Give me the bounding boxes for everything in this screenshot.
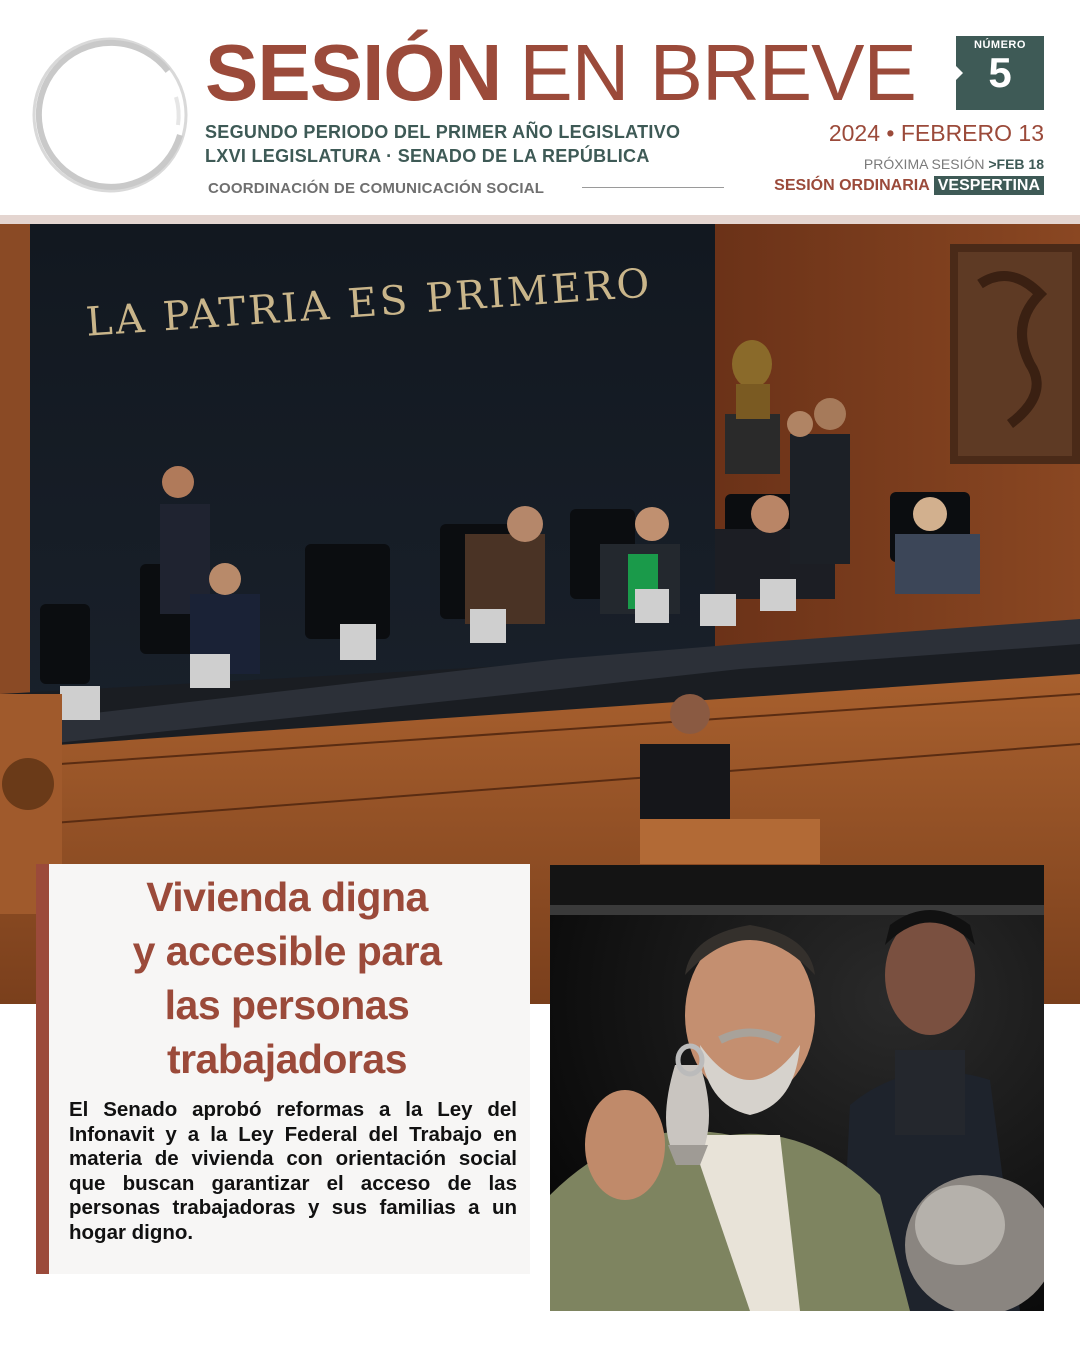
next-session-date: >FEB 18 [988,156,1044,172]
subtitle-legislature: LXVI LEGISLATURA · SENADO DE LA REPÚBLICA [205,146,650,166]
issue-number-value: 5 [988,49,1012,96]
session-date: 2024 • FEBRERO 13 [828,120,1044,146]
subtitle-period: SEGUNDO PERIODO DEL PRIMER AÑO LEGISLATIVO [205,122,681,142]
article-headline [68,870,506,1086]
coordination-label: COORDINACIÓN DE COMUNICACIÓN SOCIAL [208,180,545,197]
article-body: El Senado aprobó reformas a la Ley del Infonavit y a la Ley Federal del Trabajo en materia de vivienda con orientación social que buscan garantizar el acceso de las personas trabajadoras y sus familias a un hogar digno. [69,1098,517,1244]
issue-number-label: NÚMERO [974,39,1026,51]
headline-line: Vivienda digna [146,874,428,920]
notch-shape [956,66,963,80]
session-time-badge: VESPERTINA [934,176,1044,195]
session-type [774,177,1044,195]
next-session-label: PRÓXIMA SESIÓN [863,156,985,172]
header [0,0,1080,215]
article-card [36,864,530,1274]
issue-number-badge [956,36,1044,110]
title-bold: SESIÓN [205,28,502,117]
wall-inscription: LA PATRIA ES PRIMERO [84,260,654,346]
title-light: EN BREVE [519,28,916,117]
senate-logo-ring [30,35,190,195]
page-title [205,28,916,118]
headline-line: las personas [164,982,410,1028]
senator-illustration [550,865,1044,1311]
headline-line: trabajadoras [166,1036,408,1082]
header-band [0,215,1080,224]
session-type-label: SESIÓN ORDINARIA [774,177,930,194]
headline-line: y accesible para [132,928,442,974]
divider-line [582,187,724,188]
accent-bar [36,864,49,1274]
next-session [864,156,1044,172]
senator-bell-photo [550,865,1044,1311]
